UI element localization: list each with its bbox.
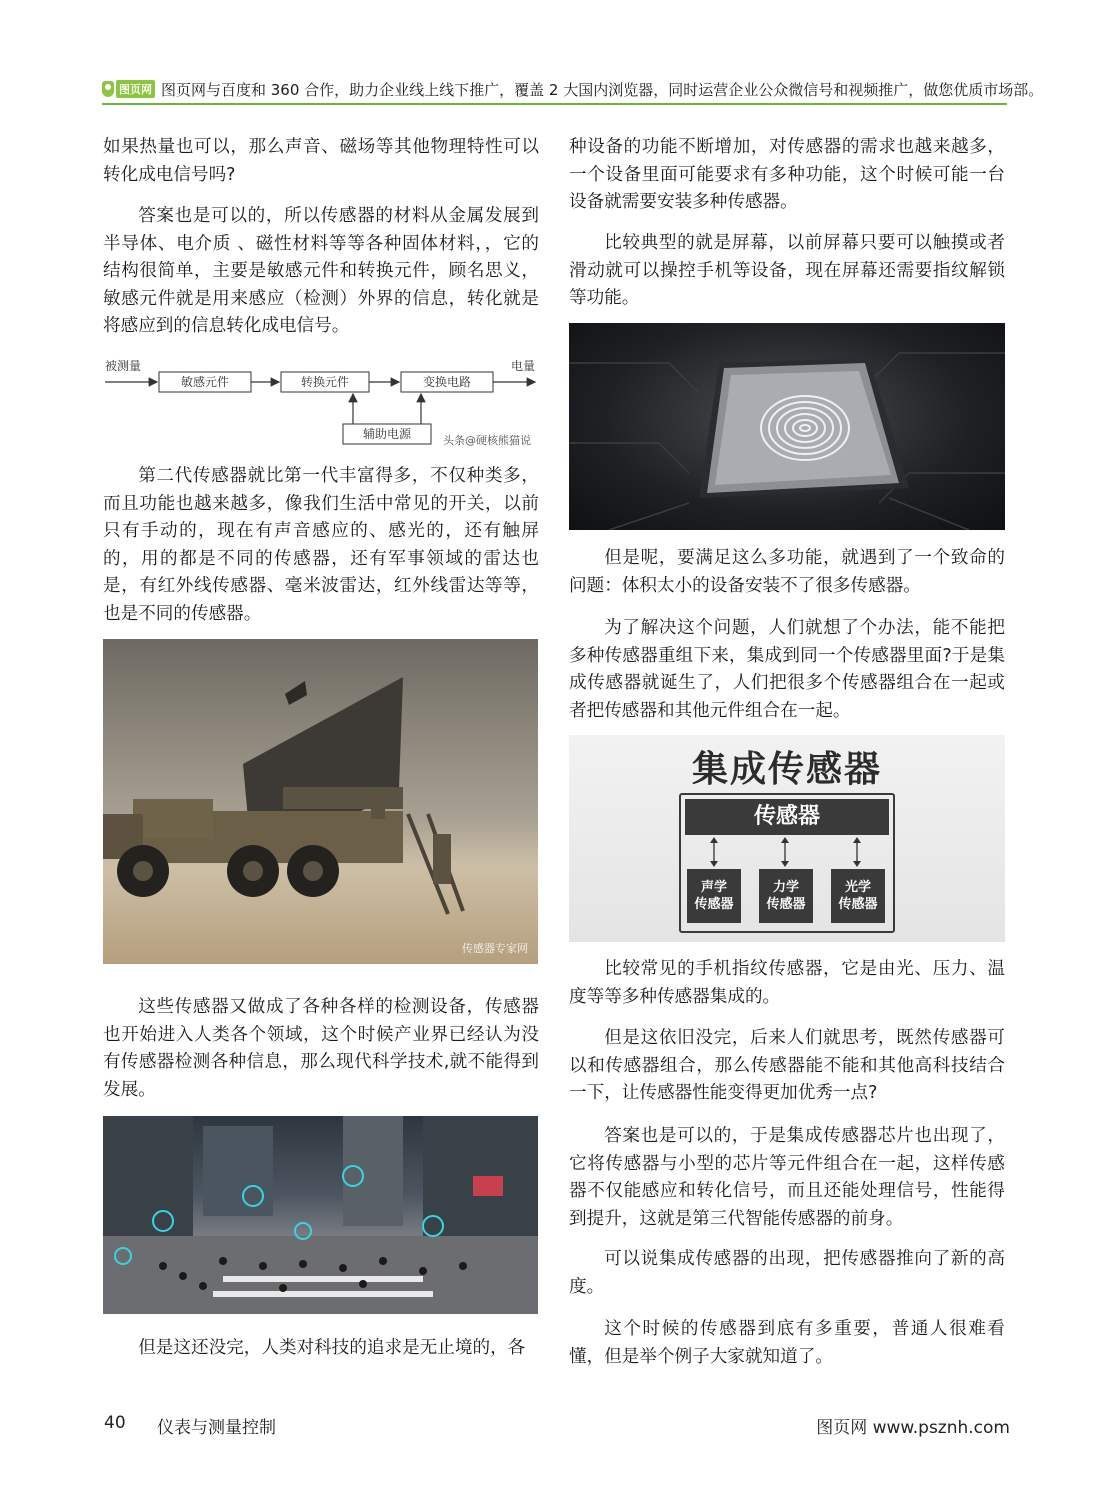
diagram-box-power-label: 辅助电源 xyxy=(362,427,412,441)
diagram-box-sensing-label: 敏感元件 xyxy=(180,375,230,389)
right-para-6: 但是这依旧没完，后来人们就思考，既然传感器可以和传感器组合，那么传感器能不能和其他高科技结合一下，让传感器性能变得更加优秀一点? xyxy=(569,1028,1005,1103)
site-logo: 图页网 xyxy=(102,80,155,98)
integrated-main-sensor: 传感器 xyxy=(685,799,889,835)
city-crowd-illustration xyxy=(103,1116,538,1314)
integrated-sub-mechanical: 力学 传感器 xyxy=(759,869,813,923)
diagram-box-circuit-label: 变换电路 xyxy=(422,375,472,389)
logo-icon xyxy=(102,81,114,97)
page-number: 40 xyxy=(104,1413,126,1433)
integrated-sub-acoustic: 声学 传感器 xyxy=(687,869,741,923)
city-crowd-photo xyxy=(103,1116,538,1314)
journal-name: 仪表与测量控制 xyxy=(157,1418,276,1438)
right-para-2: 比较典型的就是屏幕，以前屏幕只要可以触摸或者滑动就可以操控手机等设备，现在屏幕还需要指纹解锁等功能。 xyxy=(569,233,1005,308)
diagram-box-conversion-label: 转换元件 xyxy=(300,375,350,389)
right-para-4: 为了解决这个问题，人们就想了个办法，能不能把多种传感器重组下来，集成到同一个传感器里面?于是集成传感器就诞生了，人们把很多个传感器组合在一起或者把传感器和其他元件组合在一起。 xyxy=(569,618,1005,721)
left-para-1: 如果热量也可以，那么声音、磁场等其他物理特性可以转化成电信号吗? xyxy=(103,137,539,185)
header-text: 图页网与百度和 360 合作，助力企业线上线下推广，覆盖 2 大国内浏览器，同时运营企业公众微信号和视频推广，做您优质市场部。 xyxy=(161,80,1044,99)
integrated-connectors xyxy=(679,835,891,871)
left-para-5: 但是这还没完，人类对科技的追求是无止境的，各 xyxy=(138,1338,526,1358)
left-para-3: 第二代传感器就比第一代丰富得多，不仅种类多，而且功能也越来越多，像我们生活中常见的开关，以前只有手动的，现在有声音感应的、感光的，还有触屏的，用的都是不同的传感器，还有军事领域的雷达也是，有红外线传感器、毫米波雷达，红外线雷达等等，也是不同的传感器。 xyxy=(103,466,539,624)
sensor-structure-diagram xyxy=(103,352,539,452)
diagram-input-label: 被测量 xyxy=(105,359,142,373)
right-para-5: 比较常见的手机指纹传感器，它是由光、压力、温度等等多种传感器集成的。 xyxy=(569,959,1005,1007)
radar-truck-illustration xyxy=(103,639,538,964)
photo-watermark: 传感器专家网 xyxy=(462,942,528,955)
right-para-8: 可以说集成传感器的出现，把传感器推向了新的高度。 xyxy=(569,1249,1005,1297)
diagram-output-label: 电量 xyxy=(511,359,536,373)
diagram-watermark: 头条@硬核熊猫说 xyxy=(443,434,531,447)
right-para-7: 答案也是可以的，于是集成传感器芯片也出现了，它将传感器与小型的芯片等元件组合在一起，这样传感器不仅能感应和转化信号，而且还能处理信号，性能得到提升，这就是第三代智能传感器的前身。 xyxy=(569,1126,1005,1229)
right-para-9: 这个时候的传感器到底有多重要，普通人很难看懂，但是举个例子大家就知道了。 xyxy=(569,1319,1005,1367)
left-para-4: 这些传感器又做成了各种各样的检测设备，传感器也开始进入人类各个领域，这个时候产业界已经认为没有传感器检测各种信息，那么现代科学技术,就不能得到发展。 xyxy=(103,997,539,1100)
integrated-title: 集成传感器 xyxy=(691,749,882,790)
fingerprint-chip-illustration xyxy=(569,323,1005,530)
fingerprint-chip-photo xyxy=(569,323,1005,530)
left-para-2: 答案也是可以的，所以传感器的材料从金属发展到半导体、电介质 、磁性材料等等各种固体材料，，它的结构很简单，主要是敏感元件和转换元件，顾名思义，敏感元件就是用来感应（检测）外界的信息，转化就是将感应到的信息转化成电信号。 xyxy=(103,206,539,336)
header-divider xyxy=(102,103,1007,105)
page-header xyxy=(102,78,1044,100)
integrated-sub-optical: 光学 传感器 xyxy=(831,869,885,923)
footer-site: 图页网 www.psznh.com xyxy=(816,1418,1010,1438)
right-para-1: 种设备的功能不断增加，对传感器的需求也越来越多，一个设备里面可能要求有多种功能，这个时候可能一台设备就需要安装多种传感器。 xyxy=(569,137,1005,212)
right-para-3: 但是呢，要满足这么多功能，就遇到了一个致命的问题：体积太小的设备安装不了很多传感器。 xyxy=(569,548,1005,596)
radar-truck-photo xyxy=(103,639,538,964)
integrated-sensor-graphic xyxy=(569,735,1005,942)
